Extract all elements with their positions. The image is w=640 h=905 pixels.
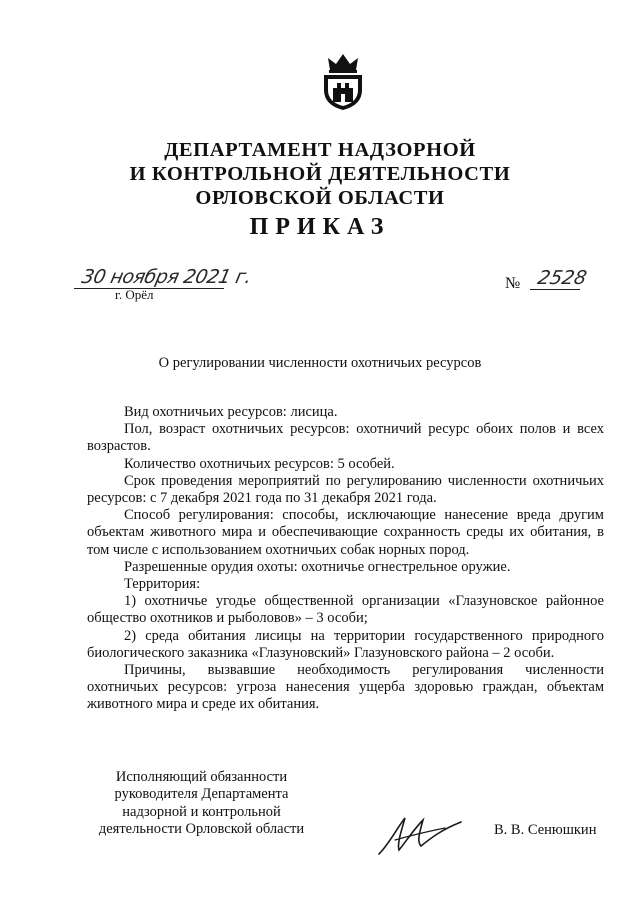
number-underline [530,289,580,290]
department-name-line-1: ДЕПАРТАМЕНТ НАДЗОРНОЙ [164,139,476,161]
body-paragraph: 2) среда обитания лисицы на территории государственного природного биологического заказника «Глазуновский» Глазуновского района – 2 особи. [87,627,604,661]
document-type-title: ПРИКАЗ [249,214,391,240]
number-sign: № [505,275,521,292]
department-name-line-2: И КОНТРОЛЬНОЙ ДЕЯТЕЛЬНОСТИ [129,163,511,185]
city-label: г. Орёл [115,287,154,302]
signatory-position-line: деятельности Орловской области [98,821,305,838]
order-body [87,404,604,714]
body-paragraph: Причины, вызвавшие необходимость регулирования численности охотничьих ресурсов: угроза нанесения ущерба здоровью граждан, объектам животного мира и среде их обитания. [87,662,604,713]
signatory-position-line: надзорной и контрольной [122,803,281,820]
body-paragraph: Вид охотничьих ресурсов: лисица. [124,404,338,420]
body-paragraph: Срок проведения мероприятий по регулированию численности охотничьих ресурсов: с 7 декабря 2021 года по 31 декабря 2021 года. [87,472,604,507]
handwritten-date: 30 ноября 2021 г. [79,266,254,288]
signatory-position [84,769,319,839]
signatory-position-line: руководителя Департамента [114,786,289,803]
body-paragraph: Количество охотничьих ресурсов: 5 особей. [124,455,395,472]
handwritten-signature [375,810,465,860]
body-paragraph: Способ регулирования: способы, исключающие нанесение вреда другим объектам животного мира и обеспечивающие сохранность среды их обитания, в том числе с использованием охотничьих собак норных пород. [87,507,604,558]
body-paragraph: 1) охотничье угодье общественной организации «Глазуновское районное общество охотников и рыболовов» – 3 особи; [87,593,604,627]
body-paragraph: Пол, возраст охотничьих ресурсов: охотничий ресурс обоих полов и всех возрастов. [87,421,604,455]
coat-of-arms-icon [318,50,368,112]
department-name-line-3: ОРЛОВСКОЙ ОБЛАСТИ [195,187,445,209]
body-paragraph: Разрешенные орудия охоты: охотничье огнестрельное оружие. [124,558,511,575]
signatory-name: В. В. Сенюшкин [494,822,597,838]
handwritten-order-number: 2528 [535,267,589,289]
order-subject: О регулировании численности охотничьих ресурсов [158,355,482,371]
body-paragraph: Территория: [124,576,201,593]
signatory-position-line: Исполняющий обязанности [115,769,288,785]
